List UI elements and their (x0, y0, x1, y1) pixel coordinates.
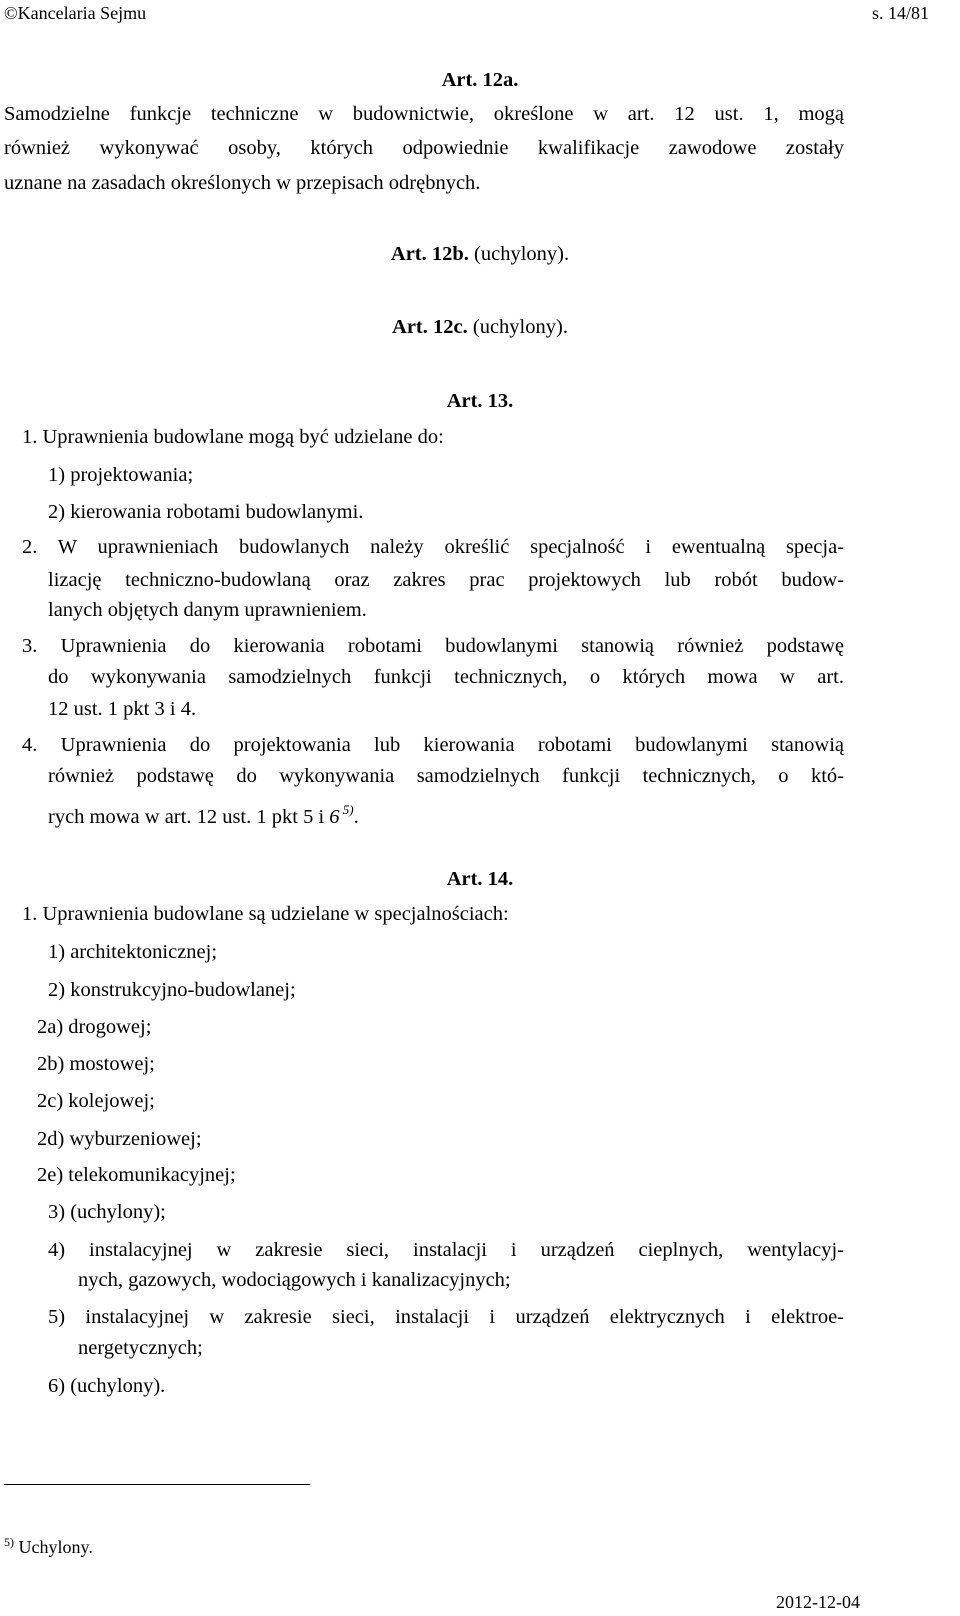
art-14-item-2b: 2b) mostowej; (37, 1053, 155, 1075)
art-13-p4-line-1: 4. Uprawnienia do projektowania lub kierowania robotami budowlanymi stanowią (22, 734, 844, 756)
art-13-p4-line-3 (48, 793, 359, 834)
art-14-item-3: 3) (uchylony); (48, 1201, 166, 1223)
art-13-p4-line-3-text: rych mowa w art. 12 ust. 1 pkt 5 i (48, 806, 330, 828)
art-12b (0, 237, 960, 271)
art-14-item-5-line-1: 5) instalacyjnej w zakresie sieci, instalacji i urządzeń elektrycznych i elektroe- (48, 1306, 844, 1328)
art-13-p4-pkt-6: 6 (329, 806, 340, 828)
footnote-5 (4, 1530, 93, 1559)
art-12c-title: Art. 12c. (392, 316, 468, 338)
art-14-item-2c: 2c) kolejowej; (37, 1090, 155, 1112)
art-14-item-2d: 2d) wyburzeniowej; (37, 1128, 202, 1150)
art-14-item-5-line-2: nergetycznych; (78, 1337, 203, 1359)
art-12a-line-3: uznane na zasadach określonych w przepisach odrębnych. (4, 172, 481, 194)
art-12b-title: Art. 12b. (390, 243, 469, 265)
art-13-p4-line-2: również podstawę do wykonywania samodzielnych funkcji technicznych, o któ- (48, 765, 844, 787)
footnote-text: Uchylony. (14, 1537, 93, 1557)
art-14-title: Art. 14. (446, 868, 514, 890)
footnote-separator (4, 1484, 310, 1485)
document-date: 2012-12-04 (776, 1592, 860, 1612)
art-13-p2-line-1: 2. W uprawnieniach budowlanych należy określić specjalność i ewentualną specja- (22, 536, 844, 558)
art-14-item-2a: 2a) drogowej; (37, 1016, 152, 1038)
art-14-item-6: 6) (uchylony). (48, 1375, 166, 1397)
art-13-p1-item-2: 2) kierowania robotami budowlanymi. (48, 501, 364, 523)
art-13-p1-item-1: 1) projektowania; (48, 464, 194, 486)
art-12b-note: (uchylony). (468, 243, 570, 265)
header-page-number: s. 14/81 (872, 3, 930, 23)
footnote-ref-5[interactable]: 5) (339, 802, 354, 817)
art-13-p2-line-2: lizację techniczno-budowlaną oraz zakres prac projektowych lub robót budow- (48, 569, 844, 591)
art-13-p3-line-2: do wykonywania samodzielnych funkcji technicznych, o których mowa w art. (48, 666, 844, 688)
art-12c (0, 310, 960, 344)
art-14-item-2: 2) konstrukcyjno-budowlanej; (48, 979, 296, 1001)
art-13-p3-line-1: 3. Uprawnienia do kierowania robotami budowlanymi stanowią również podstawę (22, 635, 844, 657)
art-14-item-4-line-2: nych, gazowych, wodociągowych i kanalizacyjnych; (78, 1269, 511, 1291)
art-13-p4-line-3-end: . (353, 806, 359, 828)
footnote-mark: 5) (4, 1535, 14, 1549)
header-copyright: ©Kancelaria Sejmu (4, 3, 147, 23)
art-13-title: Art. 13. (446, 390, 514, 412)
art-13-p1: 1. Uprawnienia budowlane mogą być udzielane do: (22, 426, 444, 448)
art-13-p2-line-3: lanych objętych danym uprawnieniem. (48, 599, 367, 621)
art-14-item-2e: 2e) telekomunikacyjnej; (37, 1164, 236, 1186)
art-14-p1: 1. Uprawnienia budowlane są udzielane w specjalnościach: (22, 903, 509, 925)
art-14-item-4-line-1: 4) instalacyjnej w zakresie sieci, instalacji i urządzeń cieplnych, wentylacyj- (48, 1239, 844, 1261)
page-header (0, 0, 960, 32)
art-14-item-1: 1) architektonicznej; (48, 941, 218, 963)
art-13-p3-line-3: 12 ust. 1 pkt 3 i 4. (48, 698, 197, 720)
art-12c-note: (uchylony). (467, 316, 568, 338)
art-12a-line-1: Samodzielne funkcje techniczne w budownictwie, określone w art. 12 ust. 1, mogą (4, 103, 844, 125)
art-12a-line-2: również wykonywać osoby, których odpowiednie kwalifikacje zawodowe zostały (4, 137, 844, 159)
art-12a-title: Art. 12a. (441, 69, 519, 91)
